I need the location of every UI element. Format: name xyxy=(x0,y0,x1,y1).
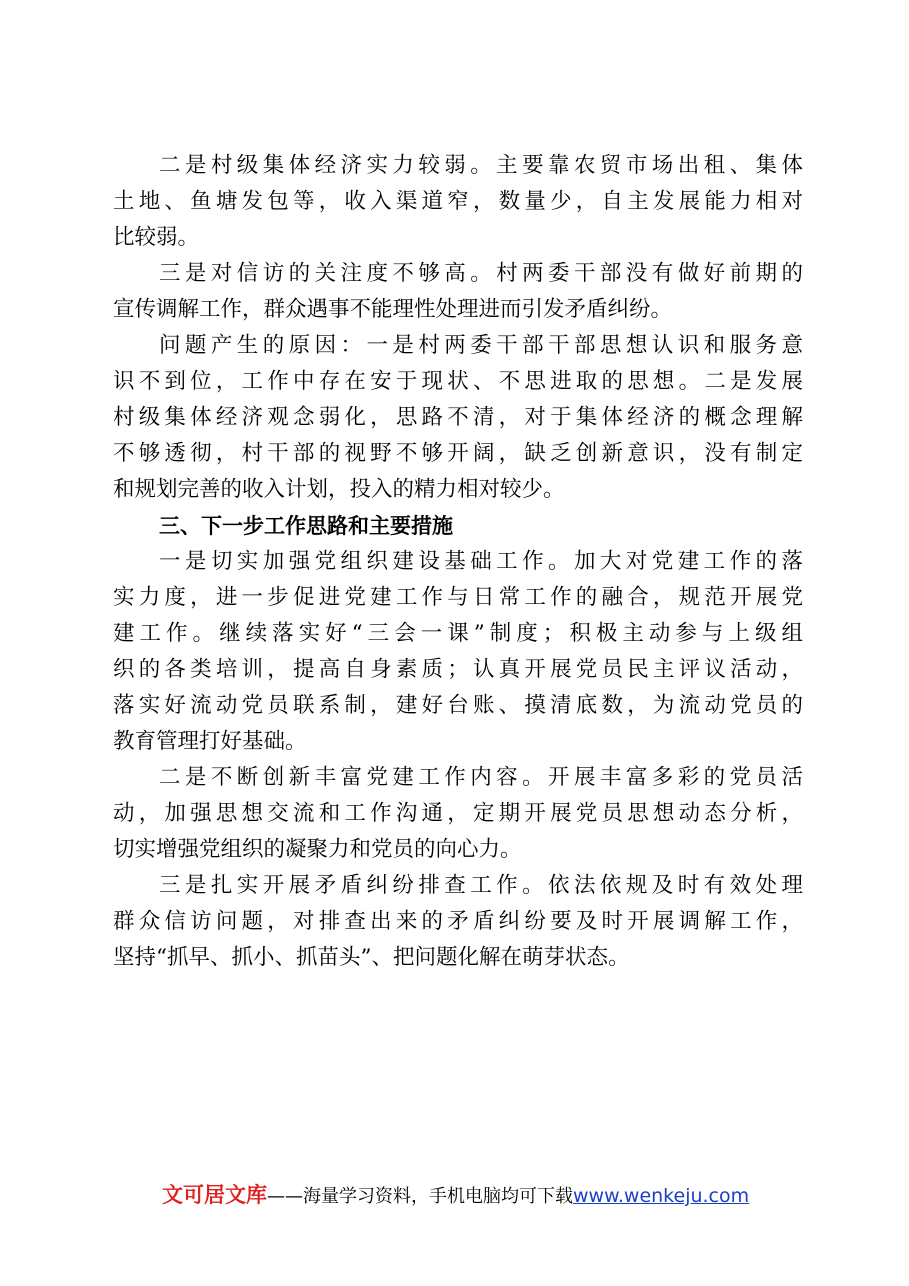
paragraph-line: 识不到位，工作中存在安于现状、不思进取的思想。二是发展 xyxy=(113,369,803,394)
paragraph-line: 群众信访问题，对排查出来的矛盾纠纷要及时开展调解工作， xyxy=(113,909,803,934)
paragraph-line: 落实好流动党员联系制，建好台账、摸清底数，为流动党员的 xyxy=(113,693,803,718)
document-body xyxy=(113,148,803,976)
paragraph-line: 村级集体经济观念弱化，思路不清，对于集体经济的概念理解 xyxy=(113,405,803,430)
footer-banner xyxy=(162,1180,749,1210)
paragraph-line: 教育管理打好基础。 xyxy=(113,729,307,754)
paragraph-line: 二是不断创新丰富党建工作内容。开展丰富多彩的党员活 xyxy=(159,765,803,790)
paragraph-line: 问题产生的原因：一是村两委干部干部思想认识和服务意 xyxy=(159,333,803,358)
paragraph-line: 实力度，进一步促进党建工作与日常工作的融合，规范开展党 xyxy=(113,585,803,610)
paragraph-line: 织的各类培训，提高自身素质；认真开展党员民主评议活动， xyxy=(113,657,803,682)
paragraph-line: 坚持“抓早、抓小、抓苗头”、把问题化解在萌芽状态。 xyxy=(113,945,630,970)
footer-tagline: ——海量学习资料，手机电脑均可下载 xyxy=(267,1186,573,1207)
footer-url-link[interactable]: www.wenkeju.com xyxy=(573,1185,750,1207)
paragraph-line: 建工作。继续落实好“三会一课”制度；积极主动参与上级组 xyxy=(113,621,803,646)
paragraph-line: 三是扎实开展矛盾纠纷排查工作。依法依规及时有效处理 xyxy=(159,873,803,898)
paragraph-line: 三是对信访的关注度不够高。村两委干部没有做好前期的 xyxy=(159,261,803,286)
paragraph-line: 一是切实加强党组织建设基础工作。加大对党建工作的落 xyxy=(159,549,803,574)
paragraph-line: 比较弱。 xyxy=(113,225,200,250)
paragraph-line: 二是村级集体经济实力较弱。主要靠农贸市场出租、集体 xyxy=(159,153,803,178)
paragraph-line: 动，加强思想交流和工作沟通，定期开展党员思想动态分析， xyxy=(113,801,803,826)
paragraph-line: 和规划完善的收入计划，投入的精力相对较少。 xyxy=(113,477,565,502)
paragraph-line: 切实增强党组织的凝聚力和党员的向心力。 xyxy=(113,837,522,862)
paragraph-line: 宣传调解工作，群众遇事不能理性处理进而引发矛盾纠纷。 xyxy=(113,297,673,322)
paragraph-line: 不够透彻，村干部的视野不够开阔，缺乏创新意识，没有制定 xyxy=(113,441,803,466)
paragraph-line: 土地、鱼塘发包等，收入渠道窄，数量少，自主发展能力相对 xyxy=(113,189,803,214)
section-heading: 三、下一步工作思路和主要措施 xyxy=(159,514,453,538)
footer-brand: 文可居文库 xyxy=(162,1183,267,1207)
